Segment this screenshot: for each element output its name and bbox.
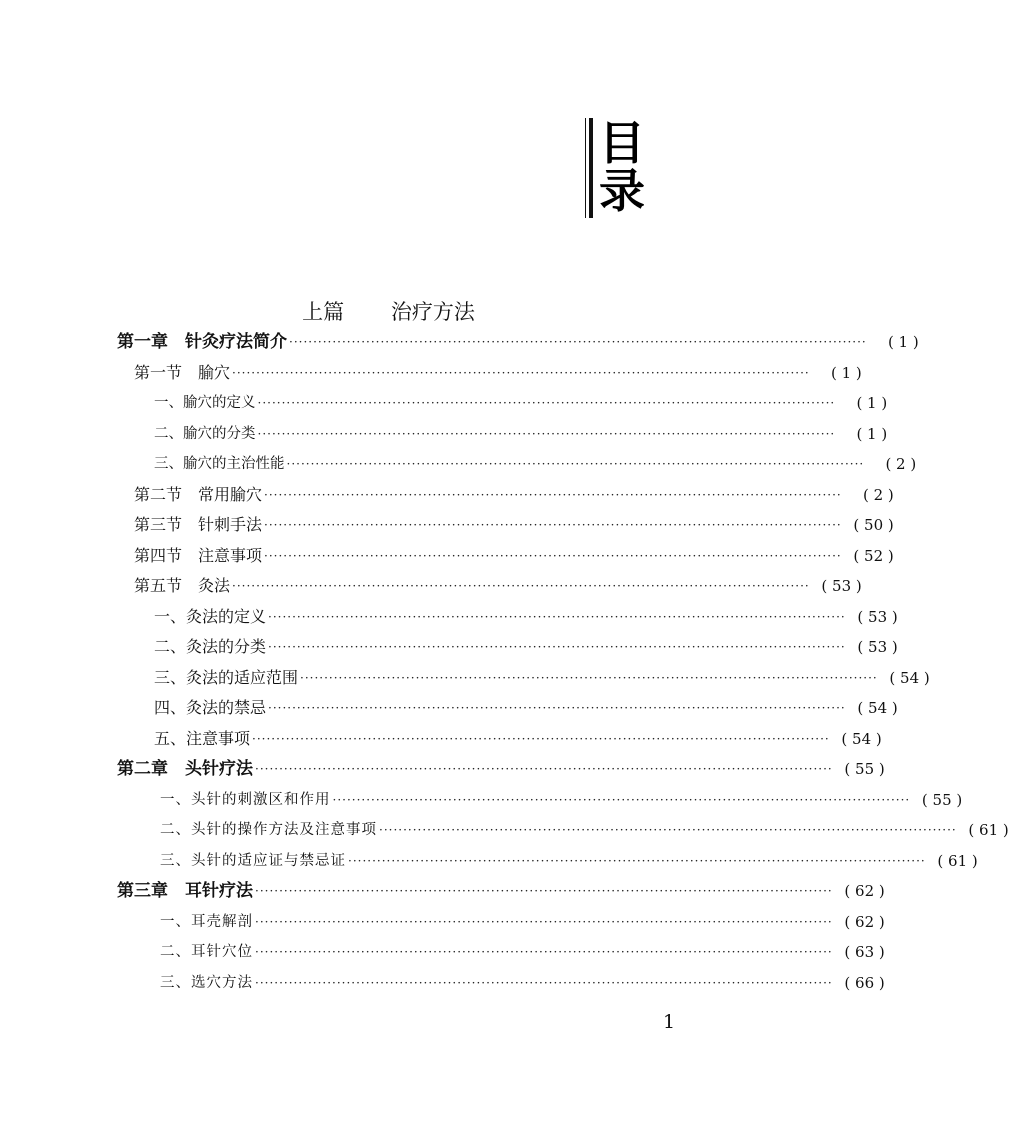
toc-entry-page: ( 1 ) — [856, 424, 888, 443]
toc-entry-page: ( 55 ) — [921, 790, 963, 809]
toc-entry[interactable] — [154, 419, 888, 449]
toc-entry-label: 三、腧穴的主治性能 — [154, 456, 285, 472]
toc-entry-page: ( 66 ) — [844, 973, 885, 992]
toc-entry[interactable] — [154, 388, 888, 418]
leader-dots: ························································································································ — [255, 975, 833, 990]
leader-dots: ························································································································ — [264, 487, 842, 502]
leader-dots: ························································································································ — [268, 609, 846, 624]
toc-entry-label: 一、头针的刺激区和作用 — [160, 791, 331, 808]
toc-title-block — [578, 118, 658, 223]
toc-entry[interactable] — [154, 449, 917, 479]
toc-entry[interactable] — [134, 358, 862, 388]
toc-entry-page: ( 62 ) — [844, 882, 885, 900]
toc-entry-label: 第三节 针刺手法 — [134, 515, 263, 534]
toc-entry[interactable] — [160, 846, 978, 876]
toc-entry[interactable] — [160, 815, 1009, 845]
toc-entry-page: ( 1 ) — [887, 333, 919, 351]
toc-entry[interactable] — [160, 785, 963, 815]
leader-dots: ························································································································ — [255, 945, 833, 959]
toc-entry-page: ( 61 ) — [937, 851, 978, 870]
toc-entry[interactable] — [134, 541, 894, 571]
toc-entry-label: 第二章 头针疗法 — [117, 759, 253, 779]
toc-entry-label: 三、头针的适应证与禁忌证 — [160, 852, 346, 869]
toc-entry-page: ( 61 ) — [968, 821, 1009, 839]
toc-entry-label: 第一节 腧穴 — [134, 362, 231, 382]
leader-dots: ························································································································ — [232, 579, 810, 593]
leader-dots: ························································································································ — [255, 884, 833, 898]
leader-dots: ························································································································ — [255, 914, 833, 929]
toc-entry-page: ( 1 ) — [830, 363, 862, 382]
leader-dots: ························································································································ — [379, 823, 957, 837]
leader-dots: ························································································································ — [348, 853, 926, 868]
toc-entry[interactable] — [154, 724, 882, 754]
toc-entry-page: ( 63 ) — [844, 943, 885, 961]
toc-entry[interactable] — [117, 754, 885, 784]
toc-entry-page: ( 54 ) — [841, 729, 882, 748]
leader-dots: ························································································································ — [332, 792, 911, 807]
leader-dots: ························································································································ — [232, 365, 810, 380]
toc-entry-page: ( 54 ) — [857, 699, 898, 717]
leader-dots: ························································································································ — [255, 762, 833, 776]
title-char-lu: 录 — [599, 164, 645, 218]
toc-entry-page: ( 55 ) — [844, 760, 885, 778]
toc-entry-label: 第四节 注意事项 — [134, 545, 263, 565]
leader-dots: ························································································································ — [257, 426, 836, 441]
toc-entry[interactable] — [154, 632, 898, 662]
leader-dots: ························································································································ — [268, 640, 846, 654]
toc-entry-page: ( 1 ) — [856, 394, 888, 412]
toc-entry-label: 一、灸法的定义 — [154, 606, 267, 626]
toc-entry-label: 一、耳壳解剖 — [160, 913, 253, 930]
leader-dots: ························································································································ — [264, 518, 842, 532]
toc-entry[interactable] — [160, 968, 885, 998]
toc-entry-label: 二、腧穴的分类 — [154, 425, 256, 442]
toc-entry-page: ( 50 ) — [853, 516, 894, 534]
toc-entry-label: 第二节 常用腧穴 — [134, 484, 263, 504]
toc-entry-label: 二、耳针穴位 — [160, 944, 253, 960]
part-heading — [0, 296, 777, 328]
toc-entry-page: ( 53 ) — [857, 638, 898, 656]
toc-entry-label: 第一章 针灸疗法简介 — [117, 332, 287, 352]
part-label: 上篇 — [302, 300, 345, 324]
toc-entry[interactable] — [154, 693, 898, 723]
title-rule-thick — [589, 118, 593, 218]
toc-entry-label: 一、腧穴的定义 — [154, 395, 256, 411]
leader-dots: ························································································································ — [300, 670, 878, 685]
toc-entry-page: ( 2 ) — [862, 485, 894, 504]
toc-entry-label: 三、选穴方法 — [160, 974, 253, 991]
toc-entry[interactable] — [134, 480, 894, 510]
toc-entry[interactable] — [160, 937, 885, 967]
toc-entry[interactable] — [134, 510, 894, 540]
toc-entry[interactable] — [154, 602, 898, 632]
toc-entry[interactable] — [160, 907, 885, 937]
toc-entry-label: 三、灸法的适应范围 — [154, 667, 299, 687]
toc-entry-page: ( 52 ) — [853, 546, 894, 565]
leader-dots: ························································································································ — [286, 457, 865, 471]
page-number: 1 — [662, 1011, 676, 1033]
toc-entry-label: 第五节 灸法 — [134, 576, 231, 595]
leader-dots: ························································································································ — [268, 701, 846, 715]
part-name: 治疗方法 — [390, 300, 475, 324]
toc-entry-page: ( 53 ) — [821, 577, 862, 595]
toc-entry[interactable] — [154, 663, 930, 693]
toc-entry-page: ( 53 ) — [857, 607, 898, 626]
toc-entry-label: 五、注意事项 — [154, 728, 251, 748]
toc-entry[interactable] — [134, 571, 862, 601]
toc-entry[interactable] — [117, 876, 885, 906]
toc-entry-label: 二、灸法的分类 — [154, 637, 267, 656]
toc-entry-page: ( 54 ) — [889, 668, 930, 687]
leader-dots: ························································································································ — [289, 335, 867, 349]
title-rule-thin — [585, 118, 586, 218]
toc-entry-label: 四、灸法的禁忌 — [154, 698, 267, 717]
leader-dots: ························································································································ — [257, 396, 836, 410]
leader-dots: ························································································································ — [264, 548, 842, 563]
title-char-mu: 目 — [599, 116, 645, 170]
toc-entry-label: 二、头针的操作方法及注意事项 — [160, 822, 377, 838]
toc-entry-page: ( 62 ) — [844, 912, 885, 931]
toc-entry-page: ( 2 ) — [885, 455, 917, 473]
toc-entry-label: 第三章 耳针疗法 — [117, 881, 253, 901]
leader-dots: ························································································································ — [252, 731, 830, 746]
toc-entry[interactable] — [117, 327, 919, 357]
